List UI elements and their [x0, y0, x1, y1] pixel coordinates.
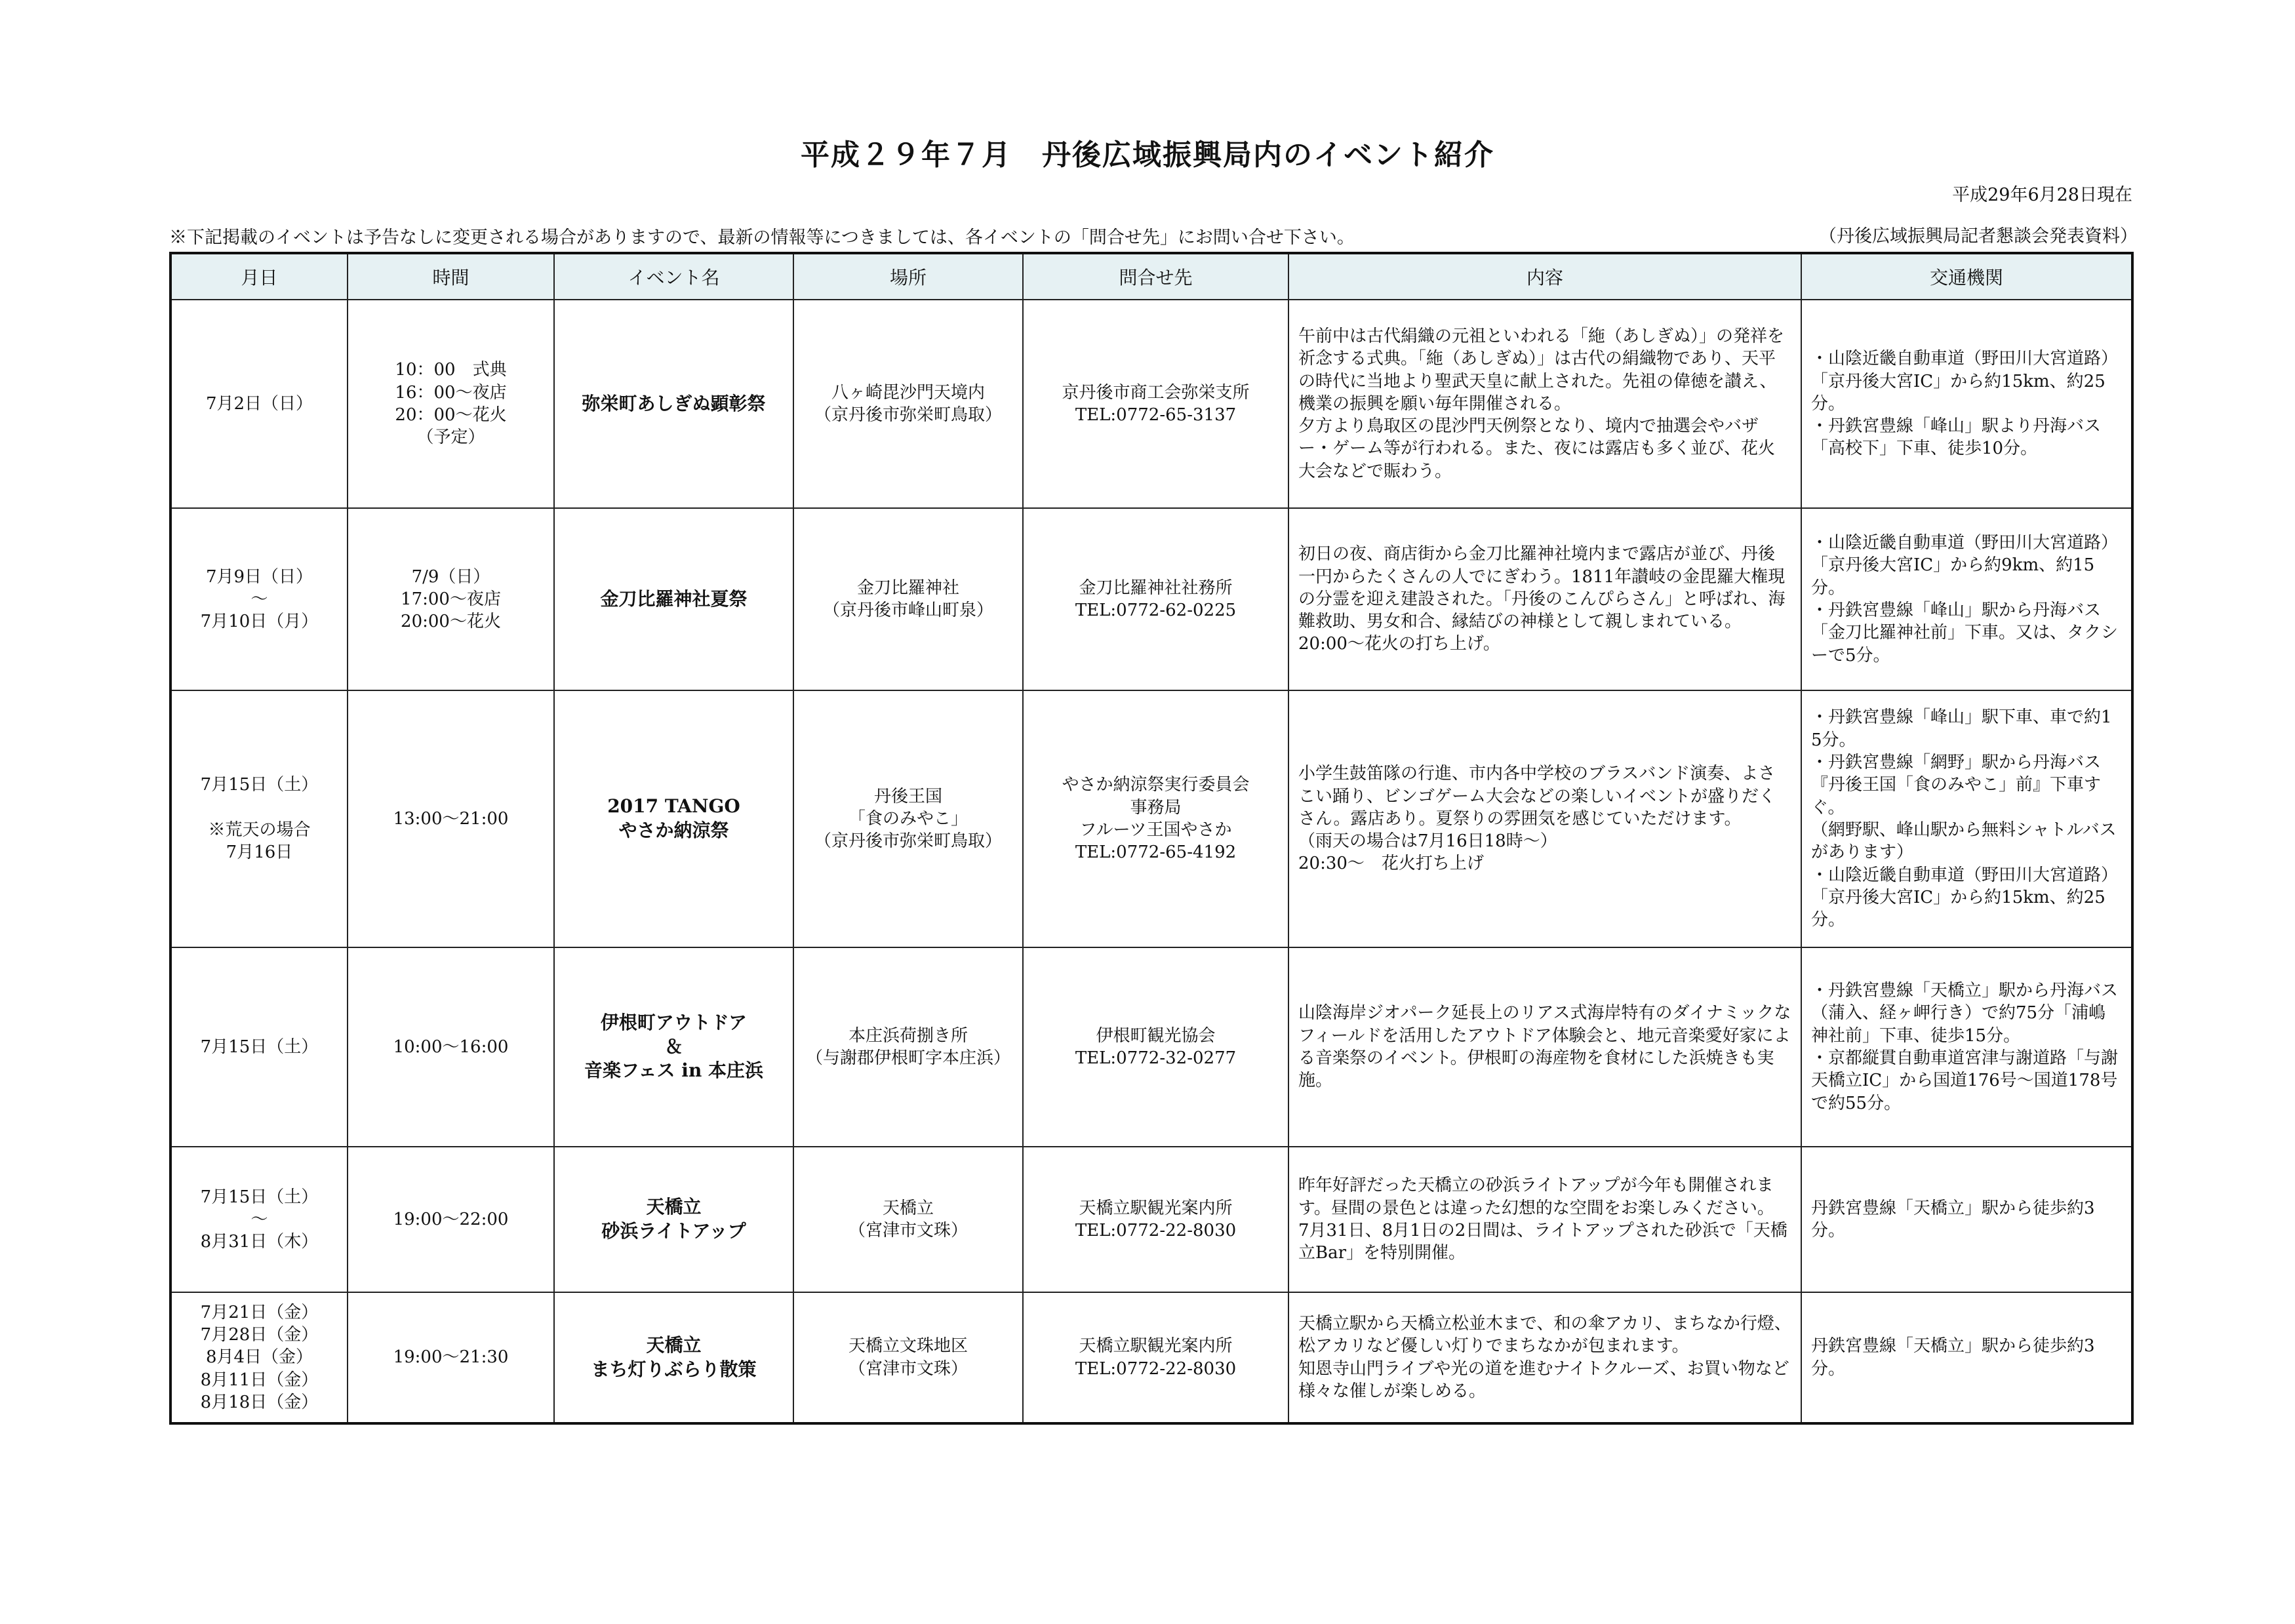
event-date: 7月15日（土） ※荒天の場合 7月16日 [170, 690, 348, 947]
event-place: 天橋立 （宮津市文珠） [793, 1147, 1023, 1292]
event-name: 弥栄町あしぎぬ顕彰祭 [554, 300, 793, 508]
event-date: 7月15日（土） ～ 8月31日（木） [170, 1147, 348, 1292]
event-time: 10:00～16:00 [348, 947, 554, 1147]
event-name: 伊根町アウトドア ＆ 音楽フェス in 本庄浜 [554, 947, 793, 1147]
event-place: 天橋立文珠地区 （宮津市文珠） [793, 1292, 1023, 1423]
source-note: （丹後広域振興局記者懇談会発表資料） [1819, 226, 2138, 247]
event-date: 7月9日（日） ～ 7月10日（月） [170, 508, 348, 690]
event-time: 13:00～21:00 [348, 690, 554, 947]
table-header-row [170, 253, 2132, 300]
event-name: 金刀比羅神社夏祭 [554, 508, 793, 690]
event-table [169, 252, 2134, 1425]
table-row [170, 300, 2132, 508]
col-header-transport: 交通機関 [1801, 253, 2132, 300]
col-header-content: 内容 [1288, 253, 1801, 300]
event-time: 7/9（日） 17:00～夜店 20:00～花火 [348, 508, 554, 690]
event-place: 八ヶ崎毘沙門天境内 （京丹後市弥栄町鳥取） [793, 300, 1023, 508]
event-place: 金刀比羅神社 （京丹後市峰山町泉） [793, 508, 1023, 690]
event-contact: 京丹後市商工会弥栄支所 TEL:0772-65-3137 [1023, 300, 1288, 508]
event-contact: 伊根町観光協会 TEL:0772-32-0277 [1023, 947, 1288, 1147]
page-title: 平成２９年７月 丹後広域振興局内のイベント紹介 [801, 138, 1494, 172]
col-header-event-name: イベント名 [554, 253, 793, 300]
event-time: 10：00 式典 16：00～夜店 20：00～花火 （予定） [348, 300, 554, 508]
event-time: 19:00～21:30 [348, 1292, 554, 1423]
event-contact: やさか納涼祭実行委員会 事務局 フルーツ王国やさか TEL:0772-65-4192 [1023, 690, 1288, 947]
event-date: 7月15日（土） [170, 947, 348, 1147]
event-date: 7月21日（金） 7月28日（金） 8月4日（金） 8月11日（金） 8月18日（金） [170, 1292, 348, 1423]
event-transport: 丹鉄宮豊線「天橋立」駅から徒歩約3分。 [1801, 1292, 2132, 1423]
event-transport: 丹鉄宮豊線「天橋立」駅から徒歩約3分。 [1801, 1147, 2132, 1292]
event-content: 山陰海岸ジオパーク延長上のリアス式海岸特有のダイナミックなフィールドを活用したアウトドア体験会と、地元音楽愛好家による音楽祭のイベント。伊根町の海産物を食材にした浜焼きも実施。 [1288, 947, 1801, 1147]
col-header-contact: 問合せ先 [1023, 253, 1288, 300]
col-header-time: 時間 [348, 253, 554, 300]
event-content: 小学生鼓笛隊の行進、市内各中学校のブラスバンド演奏、よさこい踊り、ビンゴゲーム大会などの楽しいイベントが盛りだくさん。露店あり。夏祭りの雰囲気を感じていただけます。 （雨天の場合は7月16日18時～） 20:30～ 花火打ち上げ [1288, 690, 1801, 947]
event-transport: ・丹鉄宮豊線「峰山」駅下車、車で約15分。 ・丹鉄宮豊線「網野」駅から丹海バス『丹後王国「食のみやこ」前』下車すぐ。 （網野駅、峰山駅から無料シャトルバスがあります） ・山陰近畿自動車道（野田川大宮道路）「京丹後大宮IC」から約15km、約25分。 [1801, 690, 2132, 947]
table-row [170, 690, 2132, 947]
table-row [170, 1147, 2132, 1292]
col-header-date: 月日 [170, 253, 348, 300]
event-contact: 金刀比羅神社社務所 TEL:0772-62-0225 [1023, 508, 1288, 690]
event-content: 午前中は古代絹織の元祖といわれる「絁（あしぎぬ）」の発祥を祈念する式典。「絁（あしぎぬ）」は古代の絹織物であり、天平の時代に当地より聖武天皇に献上された。先祖の偉徳を讃え、機業の振興を願い毎年開催される。 夕方より鳥取区の毘沙門天例祭となり、境内で抽選会やバザー・ゲーム等が行われる。また、夜には露店も多く並び、花火大会などで賑わう。 [1288, 300, 1801, 508]
event-place: 丹後王国 「食のみやこ」 （京丹後市弥栄町鳥取） [793, 690, 1023, 947]
event-time: 19:00～22:00 [348, 1147, 554, 1292]
event-content: 天橋立駅から天橋立松並木まで、和の傘アカリ、まちなか行燈、松アカリなど優しい灯りでまちなかが包まれます。 知恩寺山門ライブや光の道を進むナイトクルーズ、お買い物など様々な催しが楽しめる。 [1288, 1292, 1801, 1423]
event-transport: ・山陰近畿自動車道（野田川大宮道路）「京丹後大宮IC」から約9km、約15分。 ・丹鉄宮豊線「峰山」駅から丹海バス「金刀比羅神社前」下車。又は、タクシーで5分。 [1801, 508, 2132, 690]
event-transport: ・山陰近畿自動車道（野田川大宮道路）「京丹後大宮IC」から約15km、約25分。 ・丹鉄宮豊線「峰山」駅より丹海バス「高校下」下車、徒歩10分。 [1801, 300, 2132, 508]
event-name: 2017 TANGO やさか納涼祭 [554, 690, 793, 947]
event-name: 天橋立 まち灯りぶらり散策 [554, 1292, 793, 1423]
event-contact: 天橋立駅観光案内所 TEL:0772-22-8030 [1023, 1292, 1288, 1423]
table-row [170, 947, 2132, 1147]
notice-text: ※下記掲載のイベントは予告なしに変更される場合がありますので、最新の情報等につきましては、各イベントの「問合せ先」にお問い合せ下さい。 [169, 228, 1355, 248]
event-place: 本庄浜荷捌き所 （与謝郡伊根町字本庄浜） [793, 947, 1023, 1147]
event-content: 昨年好評だった天橋立の砂浜ライトアップが今年も開催されます。昼間の景色とは違った幻想的な空間をお楽しみください。 7月31日、8月1日の2日間は、ライトアップされた砂浜で「天橋立Bar」を特別開催。 [1288, 1147, 1801, 1292]
col-header-place: 場所 [793, 253, 1023, 300]
event-contact: 天橋立駅観光案内所 TEL:0772-22-8030 [1023, 1147, 1288, 1292]
table-row [170, 508, 2132, 690]
as-of-date: 平成29年6月28日現在 [1952, 185, 2132, 205]
event-date: 7月2日（日） [170, 300, 348, 508]
table-row [170, 1292, 2132, 1423]
event-transport: ・丹鉄宮豊線「天橋立」駅から丹海バス（蒲入、経ヶ岬行き）で約75分「浦嶋神社前」下車、徒歩15分。 ・京都縦貫自動車道宮津与謝道路「与謝天橋立IC」から国道176号～国道178号で約55分。 [1801, 947, 2132, 1147]
event-name: 天橋立 砂浜ライトアップ [554, 1147, 793, 1292]
event-content: 初日の夜、商店街から金刀比羅神社境内まで露店が並び、丹後一円からたくさんの人でにぎわう。1811年讃岐の金毘羅大権現の分霊を迎え建設された。「丹後のこんぴらさん」と呼ばれ、海難救助、男女和合、縁結びの神様として親しまれている。 20:00～花火の打ち上げ。 [1288, 508, 1801, 690]
